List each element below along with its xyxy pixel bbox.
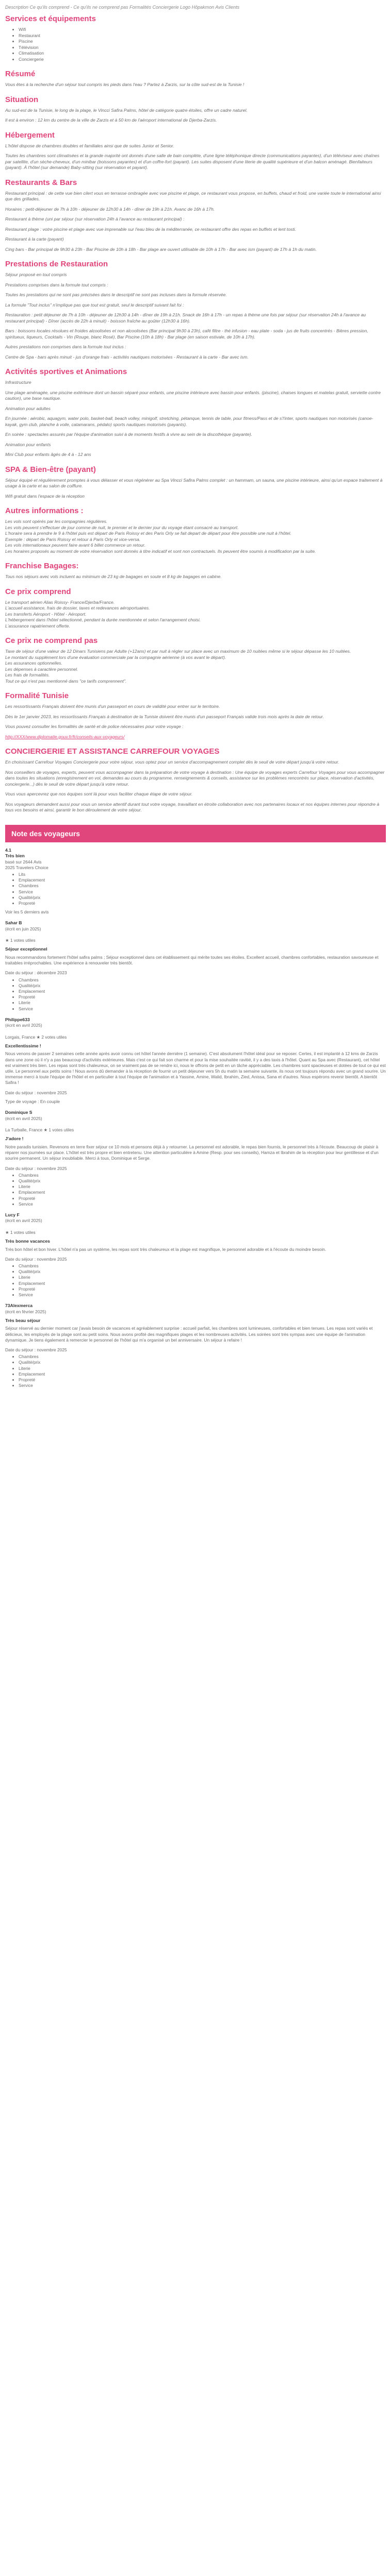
activites-title: Activités sportives et Animations [5,367,127,376]
list-item: • Literie [19,1000,386,1006]
review-stay-date: Date du séjour : décembre 2023 [5,970,67,976]
list-item: • Chambres [19,1354,386,1360]
bagages-text: Tous nos séjours avec vols incluent au minimum de 23 kg de bagages en soute et 8 kg de bagages en cabine. [5,574,222,579]
review-trip-type: Type de voyage : En couple [5,1098,60,1104]
list-item: • Literie [19,1184,386,1190]
review-stay-date: Date du séjour : novembre 2025 [5,1256,67,1262]
reviews-list [5,848,386,1389]
review-meta: ★ 1 votes utiles [5,938,36,943]
hebergement-text: L'hôtel dispose de chambres doubles et familiales ainsi que de suites Junior et Senior. [5,143,174,148]
review-author: Très bien [5,853,25,858]
noncompris-text: Taxe de séjour d'une valeur de 12 Dinars Tunisiens par Adulte (+12ans) et par nuit à régler sur place avec un maximum de 10 nuitées même si le séjour dépasse les 10 nuitées. Le montant du supplément lors d'une évaluation commerciale par la compagnie aérienne (à vos avant le départ). Les assurances optionnelles. Les dépenses à caractère personnel. Les frais de formalités. Tout ce qui n'est pas mentionné dans "ce tarifs comprennent". [5,649,351,684]
list-item: • Propreté [19,1377,386,1383]
review-criteria-list [5,1173,386,1207]
formalites-text-3: Vous pouvez consulter les formalités de santé et de police nécessaires pour votre voyage : [5,724,184,729]
formule-text-7: Centre de Spa - bars après minuit - jus d'orange frais - activités nautiques motorisées - Restaurant à la carte - Bar avec ism. [5,354,249,360]
review-body: Nous venons de passer 2 semaines cette année après avoir connu cet hôtel l'année dernière (1 semaine). C'est absolument l'hôtel idéal pour se reposer. Certes, il est implanté à 12 kms de Zarzis dans une zone où il n'y a pas beaucoup d'activités extérieures. Mais c'est ce qui fait son charme et pour la mise souhaitée ravitié, il y a des taxis à l'hôtel. Quant au Spa avec (Restaurant), cet hôtel est vraiment très bien. Les repas sont très chaleureux, on se vraiment pas de se rendre ici, nous le offrons de petit en un tâche appréciable. Les chambres sont spacieuses et dotées de tout ce qui est utile. Le personnel aux petits soins ! Nous avons dû demander à la réception de fournir un petit déjeuner vers 5h du matin la semaine suivante, ils nous ont toujours répondu avec un grand sourire. Un immense merci à toute l'équipe de l'hôtel et en particulier à tout l'équipe de l'animation et à Yassine, Amine, Walid, Ibrahim, Zied, Anissa, Sana et d'autres. Nous espérons revenir bientôt. A bientôt Safira ! [5,1051,386,1086]
review-meta: (écrit en avril 2025) [5,1218,42,1224]
review-meta: 2025 Travelers Choice [5,865,48,870]
review-item [5,848,386,916]
activites-text-2: Animation pour adultes [5,405,51,411]
review-title: J'adore ! [5,1136,24,1142]
activites-text-3: En journée : aérobic, aquagym, water polo, basket-ball, beach volley, minigolf, stretching, pétanque, tennis de table, pour fitness/Pass et de s'l'inter, sports nautiques non motorisés (canoe-kayak, gym club, planche à voile, catamarans, pédalo) sports nautiques motorisés (payants). [5,416,373,427]
list-item: • Piscine [19,39,386,45]
review-author: Lucy F [5,1212,20,1217]
review-item [5,920,386,1011]
review-stay-date: Date du séjour : novembre 2025 [5,1347,67,1352]
list-item: • Propreté [19,901,386,906]
reviews-header: Note des voyageurs [5,825,386,842]
review-meta: Lorgais, France ★ 2 votes utiles [5,1034,67,1040]
activites-text-1: Une plage aménagée, une piscine extérieure dont un bassin séparé pour enfants, une piscine intérieure avec bassin pour enfants. (piscine), chaises longues et matelas gratuit, serviette contre caution), une base nautique. [5,389,381,401]
list-item: • Qualité/prix [19,895,386,901]
review-rating: 4.1 [5,847,11,853]
noncompris-title: Ce prix ne comprend pas [5,636,98,645]
list-item: • Chambres [19,883,386,889]
list-item: • Qualité/prix [19,1269,386,1275]
review-meta: basé sur 2644 Avis [5,859,42,865]
list-item: • Chambres [19,1173,386,1178]
resume-text: Vous êtes à la recherche d'un séjour tout compris les pieds dans l'eau ? Partez à Zarzis, sur la côte sud-est de la Tunisie ! [5,82,245,87]
review-criteria-list [5,977,386,1012]
bagages-title: Franchise Bagages: [5,562,79,570]
spa-text-2: Wifi gratuit dans l'espace de la réception [5,493,85,499]
list-item: • Emplacement [19,877,386,883]
list-item: • Propreté [19,1196,386,1201]
review-criteria-list [5,872,386,906]
breadcrumb[interactable]: Description Ce qu'ils comprend - Ce qu'ils ne comprend pas Formalités Conciergerie Logo Hôpakmon Avis Clients [5,5,240,10]
restaurants-text-4: Restaurant plage : votre piscine et plage avec vue imprenable sur l'eau bleu de la méditerranée, ce restaurant offre des repas en buffets et lent tosti. [5,226,296,232]
activites-text-5: Animation pour enfants [5,442,51,447]
services-title: Services et équipements [5,14,96,23]
list-item: • Conciergerie [19,57,386,63]
formule-text-1: Prestations comprises dans la formule tout compris : [5,282,108,287]
formule-text-5: Bars : boissons locales résolues et froides alcoolisées et non alcoolisées (Bar principal 9h30 à 23h), café filtre - thé infusion - eau plate - soda - jus de fruits concentrés - Bières pression, spiritueux, liqueurs, Cocktails - Vin (Rouge, blanc Rosé), Bar Piscine (10h à 18h) - Bar plage (en saison estivale, de 10h à 17h). [5,328,368,340]
hebergement-title: Hébergement [5,130,55,140]
restaurants-text-2: Horaires : petit-déjeuner de 7h à 10h - déjeuner de 12h30 à 14h - dîner de 19h à 21h. Avanc de 16h à 17h. [5,206,215,212]
list-item: • Restaurant [19,33,386,39]
restaurants-text-3: Restaurant à thème (uni par séjour (sur réservation 24h à l'avance au restaurant principal) : [5,216,185,222]
formalites-text-1: Les ressortissants Français doivent être munis d'un passeport en cours de validité pour entrer sur le territoire. [5,704,220,709]
list-item: • Climatisation [19,50,386,57]
list-item: • Chambres [19,977,386,983]
review-meta: ★ 1 votes utiles [5,1229,36,1235]
review-author: Sahar B [5,920,22,926]
restaurants-title: Restaurants & Bars [5,178,77,187]
services-list [5,27,386,62]
hebergement-text-2: Toutes les chambres sont climatisées et la grande majorité ont donnés d'une salle de bain complète, d'une ligne téléphonique directe (communications payantes), d'un téléviseur avec chaînes par satellite, d'un sèche-cheveux, d'un minibar (boissons payantes) et d'un coffre-fort (payant). Les suites disposent d'une literie de qualité supérieure et d'un balcon aménagé. Bienfaiteurs (payant). À l'hôtel (sur demande) Baby-sitting (sur réservation et payant). [5,153,380,170]
formule-text-2: Toutes les prestations qui ne sont pas précisées dans le descriptif ne sont pas incluses dans la formule réservée. [5,292,227,297]
list-item: • Qualité/prix [19,983,386,989]
list-item: • Propreté [19,994,386,1000]
formalites-link[interactable]: http://XXX/www.diplomatie.gouv.fr/fr/conseils-aux-voyageurs/ [5,734,125,739]
formule-text-4: Restauration : petit déjeuner de 7h à 10h - déjeuner de 12h30 à 14h - dîner de 19h à 21h. Snack de 16h à 17h - un repas à thème une fois par séjour (sur réservation 24h à l'avance au restaurant principal) - Dîner (accès de 22h à minuit) - boisson fraîche au goûter (12h30 à 16h). [5,312,366,324]
review-title: Très bonne vacances [5,1239,50,1244]
review-meta: La Turballe, France ★ 1 votes utiles [5,1127,74,1133]
list-item: • Lits [19,872,386,877]
resume-title: Résumé [5,70,36,78]
spa-text-1: Séjour équipé et régulièrement promptes à vous délasser et vous régénérer au Spa Vincci Safira Palms complet : un hammam, un sauna, une piscine intérieure, ainsi qu'un espace traitement à usage à la carte et au salon de coiffure. [5,477,383,488]
compris-title: Ce prix comprend [5,587,71,596]
review-meta [5,1028,386,1034]
review-meta [5,1122,386,1127]
conciergerie-title: CONCIERGERIE ET ASSISTANCE CARREFOUR VOYAGES [5,747,220,756]
review-body: Notre paradis tunisien. Revenons en terre fixer séjour ce 10 mois et pensons déjà à y retourner. La personnel est adorable, le repas bien fournis, le personnel très à l'écoute. Beaucoup de plaisir à réparer nos journées sur place. L'hôtel est très propre et bien entretenu. Une attention particulière à Amine (Resp. pour ses conseils), Hamza et Ibrahim de la réception pour leur gentillesse et d'un sourire permanent. Un séjour inoubliable. Merci à tous, Dominique et Serge. [5,1144,379,1161]
review-meta: (écrit en avril 2025) [5,1115,42,1121]
list-item: • Emplacement [19,1281,386,1286]
list-item: • Qualité/prix [19,1360,386,1365]
review-criteria-list [5,1354,386,1388]
list-item: • Literie [19,1275,386,1280]
conciergerie-text-2: Nos conseillers de voyages, experts, peuvent vous accompagner dans la préparation de votre voyage à destination : Une équipe de voyages experts Carrefour Voyages pour vous accompagner dans toutes les situations (enregistrement en vol, demandes au cours du programme, renseignements & conseils, assistance sur les problèmes rencontrés sur place, réservation d'activités, conciergerie...) dès le seuil de votre départ jusqu'à votre retour. [5,769,385,787]
spa-title: SPA & Bien-être (payant) [5,465,96,474]
conciergerie-text-3: Vous vous apercevrez que nos équipes sont là pour vous faciliter chaque étape de votre séjour. [5,791,193,796]
formule-text-6: Autres prestations non comprises dans la formule tout inclus : [5,344,126,349]
conciergerie-text-1: En choisissant Carrefour Voyages Conciergerie pour votre séjour, vous optez pour un service d'accompagnement complet dès le seuil de votre départ jusqu'à votre retour. [5,759,339,765]
review-item [5,1110,386,1207]
see-more-reviews-link[interactable]: Voir les 5 derniers avis [5,909,49,915]
restaurants-text-1: Restaurant principal : de cette vue bien cilert vous en terrasse ombragée avec vue piscine et plage, ce restaurant vous propose, en buffets, chaud et froid, une variée toute le international ainsi que des grillades. [5,190,381,201]
formule-text-0: Séjour proposé en tout compris [5,272,67,277]
review-stay-date: Date du séjour : novembre 2025 [5,1165,67,1171]
review-title: Excellentissime ! [5,1043,41,1048]
review-body: Très bon hôtel et bon hiver. L'hôtel n'a pas un système, les repas sont très chaleureux et la plage est magnifique, le personnel adorable et à l'écoute du moindre besoin. [5,1246,327,1252]
review-stay-date: Date du séjour : novembre 2025 [5,1090,67,1095]
review-body: Nous recommandons fortement l'hôtel safira palms ; Séjour exceptionnel dans cet établissement qui mérite toutes ses étoiles. Excellent accueil, chambres confortables, restauration savoureuse et traitables irréprochables. Une expérience à renouveler très bientôt. [5,954,379,966]
review-author: 73Alexmerca [5,1303,33,1309]
formalites-title: Formalité Tunisie [5,691,69,700]
list-item: • Télévision [19,45,386,51]
list-item: • Literie [19,1366,386,1371]
list-item: • Chambres [19,1263,386,1269]
compris-text: Le transport aérien Alias Roissy- France/Djerba/France. L'accueil assistance, frais de dossier, taxes et redevances aéroportuaires. Les transferts Aéroport - Hôtel - Aéroport. L'hébergement dans l'hôtel sélectionné, pendant la durée mentionnée et selon l'arrangement choisi. L'assurance rapatriement offerte. [5,599,201,629]
situation-text: Au sud-est de la Tunisie, le long de la plage, le Vincci Safira Palms, hôtel de catégorie quatre étoiles, offre un cadre naturel. [5,107,248,113]
review-meta: (écrit en juin 2025) [5,926,41,931]
list-item: • Emplacement [19,1190,386,1195]
review-criteria-list [5,1263,386,1298]
list-item: • Wifi [19,27,386,33]
list-item: • Service [19,1292,386,1298]
list-item: • Qualité/prix [19,1178,386,1184]
review-item [5,1212,386,1298]
list-item: • Propreté [19,1286,386,1292]
review-title: Séjour exceptionnel [5,946,47,952]
activites-text-0: Infrastructure [5,380,31,385]
list-item: • Service [19,1383,386,1388]
autres-text: Les vols sont opérés par les compagnies régulières. Les vols peuvent s'effectuer de jour comme de nuit, le premier et le dernier jour du voyage étant consacré au transport. L'horaire sera à prendre le 9 à l'hôtel puis est départ de Paris Roissy et des Paris Orly se fait depart de départ pour être possible une nuit à l'hôtel. Exemple : départ de Paris Roissy et retour à Paris Orly et vice-versa. Les vols internationaux peuvent faire avant 6 billet commerce un retour. Les horaires proposés au moment de votre réservation sont donnés à titre indicatif et sont non contractuels. Ils peuvent être soumis à modification par la suite. [5,519,316,554]
review-meta: (écrit en février 2025) [5,1309,46,1314]
review-item [5,1017,386,1105]
list-item: • Emplacement [19,989,386,994]
review-author: Philippe633 [5,1016,30,1022]
situation-title: Situation [5,95,39,104]
list-item: • Service [19,1006,386,1012]
formule-title: Prestations de Restauration [5,260,108,268]
conciergerie-text-4: Nos voyageurs demandent aussi pour vous un service attentif durant tout votre voyage, travaillant en étroite collaboration avec nos partenaires locaux et nos équipes internes pour répondre à tous vos besoins et ainsi, garantir le bon déroulement de votre séjour. [5,801,380,812]
activites-text-4: En soirée : spectacles assurés par l'équipe d'animation suivi à de moments festifs à vivre au sein de la discothèque (payante). [5,432,253,437]
list-item: • Service [19,889,386,895]
review-title: Très beau séjour [5,1317,41,1323]
restaurants-text-5: Restaurant à la carte (payant) [5,236,64,242]
review-item [5,1303,386,1388]
list-item: • Emplacement [19,1371,386,1377]
review-meta: (écrit en avril 2025) [5,1023,42,1028]
review-meta [5,1224,386,1230]
review-body: Séjour réservé au dernier moment car j'avais besoin de vacances et agréablement surprise : accueil parfait, les chambres sont lumineuses, confortables et bien tenues. Les repas sont variés et délicieux, les employés de la plage sont au petit soins. Nous avons profité des magnifiques plages et les nombreuses activités. Les soirées sont très sympas avec une équipe de l'animation dynamique. Je tiens également à remercier le personnel de l'hôtel qui m'a organisé un bel anniversaire. Un séjour à refaire ! [5,1326,373,1343]
review-author: Dominique S [5,1110,32,1115]
situation-text-2: Il est à environ : 12 km du centre de la ville de Zarzis et à 50 km de l'aéroport international de Djerba-Zarzis. [5,117,217,123]
formalites-text-2: Dès le 1er janvier 2023, les ressortissants Français à destination de la Tunisie doivent être munis d'un passeport Français valide trois mois après la date de retour. [5,714,324,719]
restaurants-text-6: Cing bars - Bar principal de 9h30 à 23h - Bar Piscine de 10h à 18h - Bar plage are ouvert utilisable de 10h à 17h - Bar avec ism (payant) de 17h à 1h du matin. [5,246,317,252]
review-meta [5,932,386,938]
list-item: • Service [19,1201,386,1207]
activites-text-6: Mini Club pour enfants âgés de 4 à - 12 ans [5,452,91,457]
autres-title: Autres informations : [5,506,84,515]
formule-text-3: La formule "Tout inclus" n'implique pas que tout est gratuit, seul le descriptif suivant fait foi : [5,302,184,308]
